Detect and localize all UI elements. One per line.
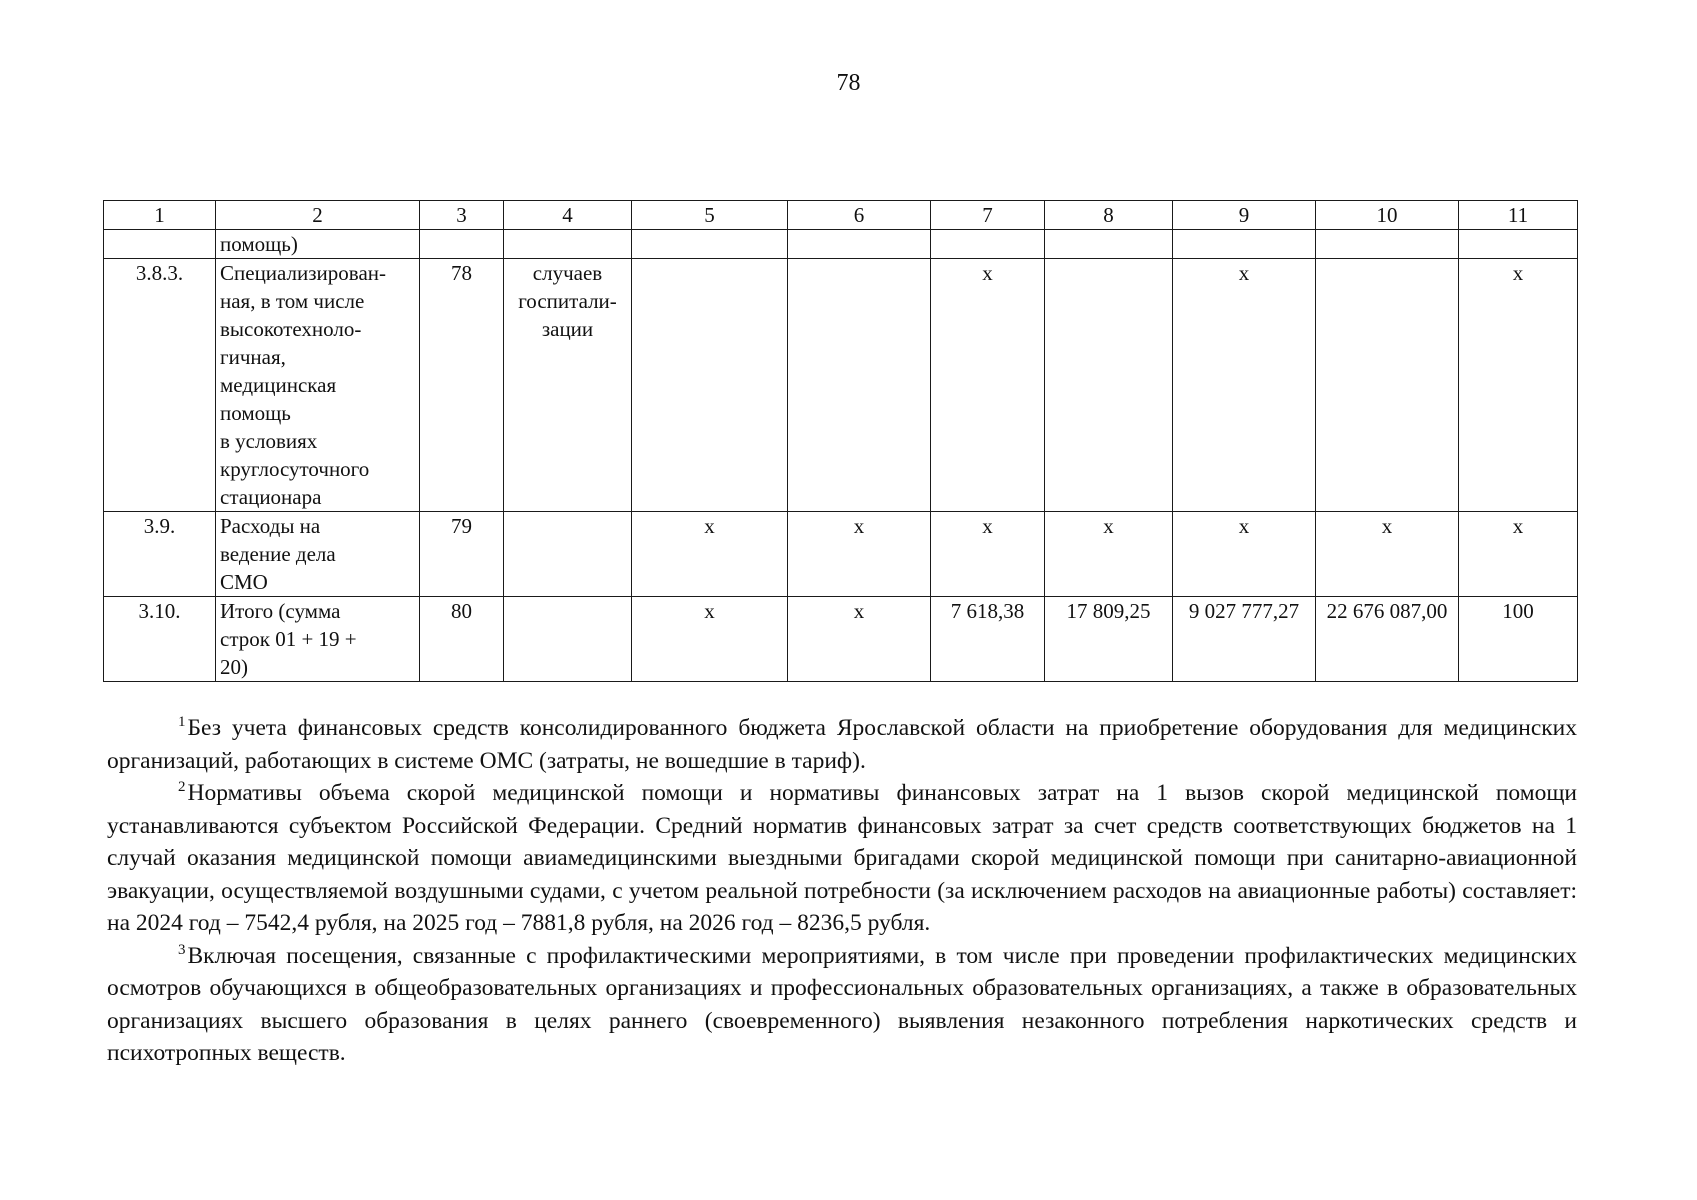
column-header-9: 9 [1173,201,1316,230]
footnote-1 [107,712,1577,777]
table-cell [1173,230,1316,259]
column-header-7: 7 [931,201,1045,230]
column-header-8: 8 [1045,201,1173,230]
table-cell [104,230,216,259]
table-cell: 78 [420,259,504,512]
column-header-5: 5 [632,201,788,230]
table-cell: 79 [420,512,504,597]
footnotes [107,712,1577,1070]
table-cell: 7 618,38 [931,597,1045,682]
table-cell [1316,259,1459,512]
table-cell [504,512,632,597]
table-row [104,259,1578,512]
column-header-1: 1 [104,201,216,230]
table-cell [788,259,931,512]
table-cell: 3.8.3. [104,259,216,512]
table-cell: 9 027 777,27 [1173,597,1316,682]
table-cell: 17 809,25 [1045,597,1173,682]
table-cell: 3.9. [104,512,216,597]
data-table [103,200,1578,682]
table-cell: х [632,512,788,597]
table-cell: х [931,512,1045,597]
table-cell [504,597,632,682]
table-cell: х [1045,512,1173,597]
footnote-text: Нормативы объема скорой медицинской помощи и нормативы финансовых затрат на 1 вызов скорой медицинской помощи устанавливаются субъектом Российской Федерации. Средний норматив финансовых затрат за счет средств соответствующих бюджетов на 1 случай оказания медицинской помощи авиамедицинскими выездными бригадами скорой медицинской помощи при санитарно-авиационной эвакуации, осуществляемой воздушными судами, с учетом реальной потребности (за исключением расходов на авиационные работы) составляет: на 2024 год – 7542,4 рубля, на 2025 год – 7881,8 рубля, на 2026 год – 8236,5 рубля. [107,780,1577,936]
table-header-row [104,201,1578,230]
table-body [104,201,1578,682]
table-row [104,512,1578,597]
table-cell [1459,230,1578,259]
footnote-3 [107,940,1577,1070]
column-header-11: 11 [1459,201,1578,230]
table-cell [1045,259,1173,512]
table-cell [632,259,788,512]
table-cell: х [1459,259,1578,512]
table-cell: 3.10. [104,597,216,682]
table-cell [504,230,632,259]
table-cell: 22 676 087,00 [1316,597,1459,682]
table-cell: Расходы на ведение дела СМО [216,512,420,597]
footnote-mark: 3 [178,941,186,958]
column-header-3: 3 [420,201,504,230]
table-cell [1316,230,1459,259]
table-cell: х [788,512,931,597]
table-cell: 100 [1459,597,1578,682]
footnote-mark: 1 [178,714,186,730]
table-cell: х [632,597,788,682]
page-number: 78 [836,70,861,96]
table-cell [420,230,504,259]
table-cell [931,230,1045,259]
footnote-2 [107,777,1577,940]
column-header-10: 10 [1316,201,1459,230]
table-cell [1045,230,1173,259]
footnote-text: Включая посещения, связанные с профилактическими мероприятиями, в том числе при проведении профилактических медицинских осмотров обучающихся в общеобразовательных организациях и профессиональных образовательных организациях, а также в образовательных организациях высшего образования в целях раннего (своевременного) выявления незаконного потребления наркотических средств и психотропных веществ. [107,942,1577,1066]
footnote-text: Без учета финансовых средств консолидированного бюджета Ярославской области на приобретение оборудования для медицинских организаций, работающих в системе ОМС (затраты, не вошедшие в тариф). [107,715,1577,774]
table-cell: помощь) [216,230,420,259]
table-cell: х [788,597,931,682]
table-cell: х [931,259,1045,512]
column-header-6: 6 [788,201,931,230]
table-row [104,597,1578,682]
column-header-2: 2 [216,201,420,230]
table-cell: случаев госпитали- зации [504,259,632,512]
footnote-mark: 2 [178,779,186,795]
table-cell: Специализирован- ная, в том числе высокотехноло- гичная, медицинская помощь в условиях круглосуточного стационара [216,259,420,512]
table-cell: 80 [420,597,504,682]
table-cell: х [1316,512,1459,597]
table-cell: х [1173,259,1316,512]
table-cell [632,230,788,259]
table-cell: Итого (сумма строк 01 + 19 + 20) [216,597,420,682]
table-row [104,230,1578,259]
table-cell: х [1173,512,1316,597]
table-cell [788,230,931,259]
column-header-4: 4 [504,201,632,230]
table-cell: х [1459,512,1578,597]
